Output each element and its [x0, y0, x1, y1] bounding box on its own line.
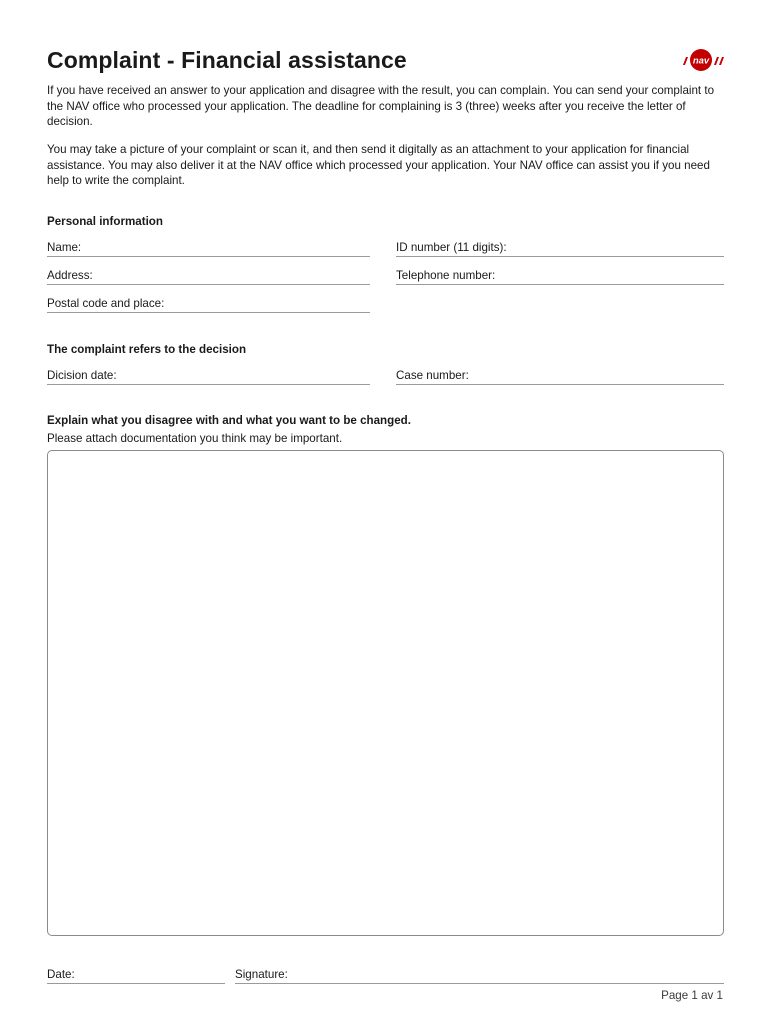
signature-input[interactable] — [288, 967, 724, 981]
telephone-input[interactable] — [495, 268, 724, 282]
intro-paragraph-1: If you have received an answer to your application and disagree with the result, you can complain. You can send your complaint to the NAV office who processed your application. The deadline for complaining is 3 (three) weeks after you receive the letter of decision. — [47, 84, 715, 128]
address-field — [47, 265, 370, 285]
explanation-note: Please attach documentation you think may be important. — [47, 432, 343, 445]
page-number: Page 1 av 1 — [661, 989, 723, 1002]
postal-code-input[interactable] — [164, 296, 370, 310]
id-number-field — [396, 237, 724, 257]
name-label: Name: — [47, 241, 82, 254]
page-title: Complaint - Financial assistance — [47, 47, 407, 73]
decision-heading: The complaint refers to the decision — [47, 343, 247, 356]
explanation-heading: Explain what you disagree with and what you want to be changed. — [47, 414, 411, 427]
postal-code-label: Postal code and place: — [47, 297, 165, 310]
logo-text: nav — [692, 55, 710, 67]
address-input[interactable] — [93, 268, 370, 282]
address-label: Address: — [47, 269, 93, 282]
postal-code-field — [47, 293, 370, 313]
telephone-label: Telephone number: — [396, 269, 496, 282]
case-number-input[interactable] — [469, 368, 724, 382]
id-number-input[interactable] — [507, 240, 724, 254]
signature-field — [235, 964, 724, 984]
name-field — [47, 237, 370, 257]
intro-paragraph-2: You may take a picture of your complaint or scan it, and then send it digitally as an attachment to your application for financial assistance. You may also deliver it at the NAV office which processed your application. Your NAV office can assist you if you need help to write the complaint. — [47, 143, 710, 187]
name-input[interactable] — [81, 240, 370, 254]
complaint-textarea[interactable] — [47, 450, 724, 936]
decision-date-input[interactable] — [117, 368, 370, 382]
telephone-field — [396, 265, 724, 285]
decision-date-field — [47, 365, 370, 385]
signature-label: Signature: — [235, 968, 288, 981]
nav-logo — [681, 46, 727, 72]
case-number-label: Case number: — [396, 369, 469, 382]
decision-date-label: Dicision date: — [47, 369, 117, 382]
date-input[interactable] — [75, 967, 235, 981]
id-number-label: ID number (11 digits): — [396, 241, 507, 254]
date-field — [47, 964, 225, 984]
case-number-field — [396, 365, 724, 385]
date-label: Date: — [47, 968, 75, 981]
personal-information-heading: Personal information — [47, 215, 163, 228]
